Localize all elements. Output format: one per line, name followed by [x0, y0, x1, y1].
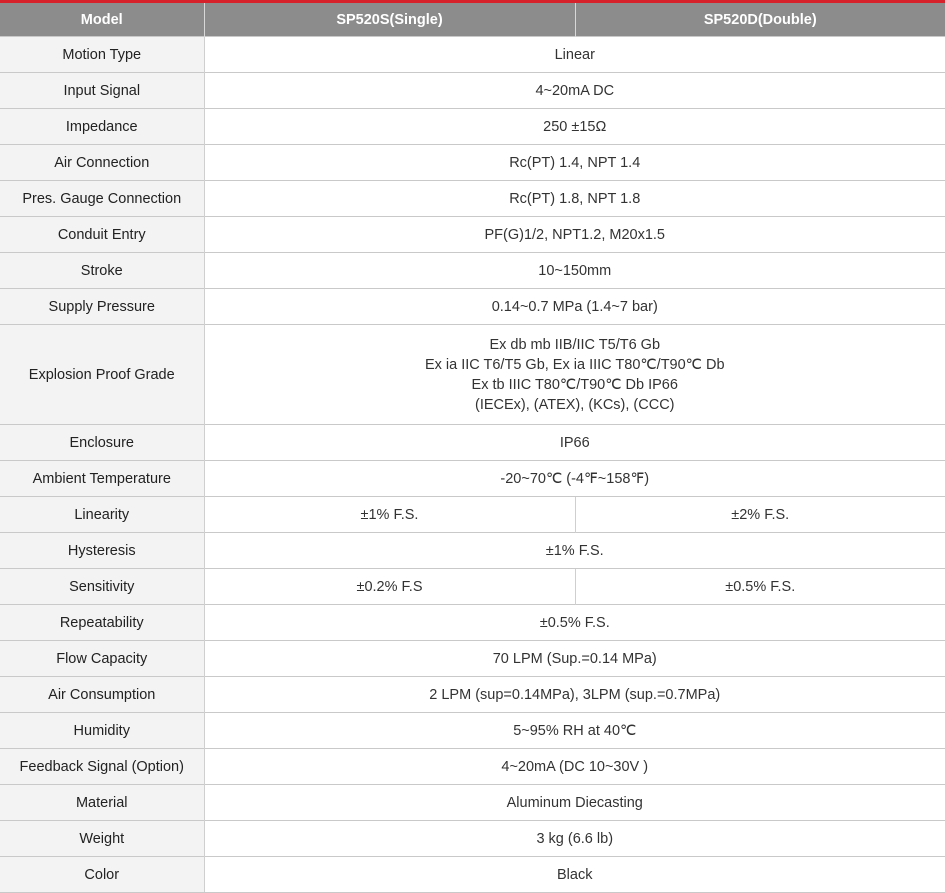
row-value-double: ±2% F.S. — [575, 497, 945, 533]
row-value: ±1% F.S. — [204, 533, 945, 569]
row-value: Aluminum Diecasting — [204, 785, 945, 821]
row-ambient-temperature — [0, 461, 945, 497]
row-value: 10~150mm — [204, 253, 945, 289]
row-label: Humidity — [0, 713, 204, 749]
row-label: Impedance — [0, 109, 204, 145]
row-impedance — [0, 109, 945, 145]
row-label: Material — [0, 785, 204, 821]
row-sensitivity — [0, 569, 945, 605]
row-motion-type — [0, 37, 945, 73]
row-flow-capacity — [0, 641, 945, 677]
row-value: 250 ±15Ω — [204, 109, 945, 145]
row-feedback-signal — [0, 749, 945, 785]
row-label: Linearity — [0, 497, 204, 533]
row-label: Conduit Entry — [0, 217, 204, 253]
row-value: 3 kg (6.6 lb) — [204, 821, 945, 857]
explosion-line: (IECEx), (ATEX), (KCs), (CCC) — [205, 395, 945, 415]
row-value-single: ±0.2% F.S — [204, 569, 575, 605]
row-label: Feedback Signal (Option) — [0, 749, 204, 785]
row-value: PF(G)1/2, NPT1.2, M20x1.5 — [204, 217, 945, 253]
row-label: Input Signal — [0, 73, 204, 109]
row-label: Repeatability — [0, 605, 204, 641]
row-value: 0.14~0.7 MPa (1.4~7 bar) — [204, 289, 945, 325]
row-stroke — [0, 253, 945, 289]
header-single: SP520S(Single) — [204, 3, 575, 37]
row-hysteresis — [0, 533, 945, 569]
row-value — [204, 325, 945, 425]
row-value: IP66 — [204, 425, 945, 461]
row-label: Weight — [0, 821, 204, 857]
row-conduit-entry — [0, 217, 945, 253]
row-value: 4~20mA DC — [204, 73, 945, 109]
row-color — [0, 857, 945, 893]
row-input-signal — [0, 73, 945, 109]
row-explosion-proof-grade — [0, 325, 945, 425]
row-label: Explosion Proof Grade — [0, 325, 204, 425]
row-value: ±0.5% F.S. — [204, 605, 945, 641]
row-label: Hysteresis — [0, 533, 204, 569]
row-value: 4~20mA (DC 10~30V ) — [204, 749, 945, 785]
row-air-connection — [0, 145, 945, 181]
explosion-line: Ex db mb IIB/IIC T5/T6 Gb — [205, 335, 945, 355]
explosion-line: Ex ia IIC T6/T5 Gb, Ex ia IIIC T80℃/T90℃ Db — [205, 355, 945, 375]
row-label: Supply Pressure — [0, 289, 204, 325]
row-value: 5~95% RH at 40℃ — [204, 713, 945, 749]
row-value: 70 LPM (Sup.=0.14 MPa) — [204, 641, 945, 677]
row-label: Stroke — [0, 253, 204, 289]
row-humidity — [0, 713, 945, 749]
row-value: Black — [204, 857, 945, 893]
row-label: Sensitivity — [0, 569, 204, 605]
explosion-line: Ex tb IIIC T80℃/T90℃ Db IP66 — [205, 375, 945, 395]
row-value: Rc(PT) 1.4, NPT 1.4 — [204, 145, 945, 181]
row-label: Ambient Temperature — [0, 461, 204, 497]
row-value-single: ±1% F.S. — [204, 497, 575, 533]
row-material — [0, 785, 945, 821]
row-pres-gauge-connection — [0, 181, 945, 217]
row-label: Air Connection — [0, 145, 204, 181]
row-value: Linear — [204, 37, 945, 73]
row-label: Motion Type — [0, 37, 204, 73]
row-repeatability — [0, 605, 945, 641]
row-value: 2 LPM (sup=0.14MPa), 3LPM (sup.=0.7MPa) — [204, 677, 945, 713]
row-air-consumption — [0, 677, 945, 713]
header-row — [0, 3, 945, 37]
row-label: Enclosure — [0, 425, 204, 461]
header-double: SP520D(Double) — [575, 3, 945, 37]
row-value: -20~70℃ (-4℉~158℉) — [204, 461, 945, 497]
row-value-double: ±0.5% F.S. — [575, 569, 945, 605]
row-supply-pressure — [0, 289, 945, 325]
row-label: Air Consumption — [0, 677, 204, 713]
row-weight — [0, 821, 945, 857]
row-label: Color — [0, 857, 204, 893]
row-label: Pres. Gauge Connection — [0, 181, 204, 217]
header-model: Model — [0, 3, 204, 37]
row-value: Rc(PT) 1.8, NPT 1.8 — [204, 181, 945, 217]
spec-table — [0, 3, 945, 893]
row-linearity — [0, 497, 945, 533]
row-label: Flow Capacity — [0, 641, 204, 677]
row-enclosure — [0, 425, 945, 461]
